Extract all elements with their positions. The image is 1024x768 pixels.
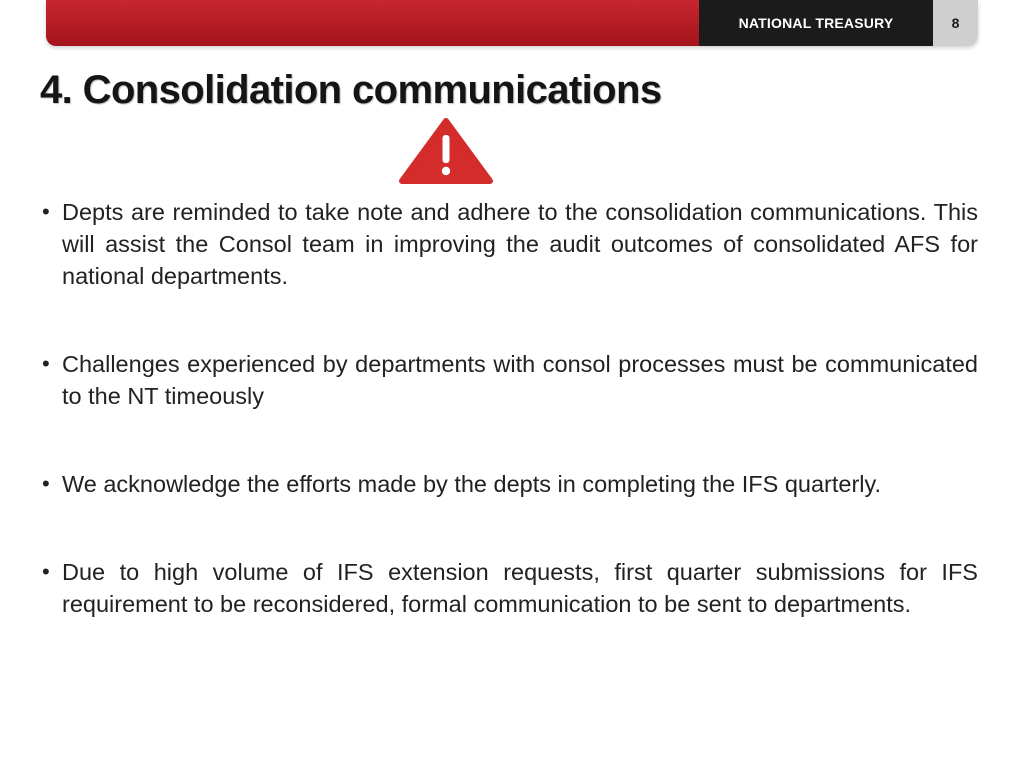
page-number: 8 (933, 0, 978, 46)
organization-name: NATIONAL TREASURY (699, 0, 933, 46)
header-bar (46, 0, 978, 46)
list-item (42, 348, 978, 412)
bullet-marker: • (42, 199, 50, 224)
bullet-marker: • (42, 351, 50, 376)
bullet-list (42, 196, 978, 620)
slide-title: 4. Consolidation communications (40, 68, 662, 112)
header-accent-band (46, 0, 699, 46)
bullet-text: Challenges experienced by departments with consol processes must be communicated to the NT timeously (62, 351, 978, 409)
warning-triangle-icon (398, 117, 494, 185)
bullet-text: Due to high volume of IFS extension requests, first quarter submissions for IFS requirement to be reconsidered, formal communication to be sent to departments. (62, 559, 978, 617)
bullet-marker: • (42, 471, 50, 496)
list-item (42, 468, 978, 500)
bullet-text: We acknowledge the efforts made by the depts in completing the IFS quarterly. (62, 471, 882, 497)
list-item (42, 556, 978, 620)
list-item (42, 196, 978, 292)
bullet-marker: • (42, 559, 50, 584)
bullet-text: Depts are reminded to take note and adhere to the consolidation communications. This will assist the Consol team in improving the audit outcomes of consolidated AFS for national departments. (62, 199, 978, 289)
